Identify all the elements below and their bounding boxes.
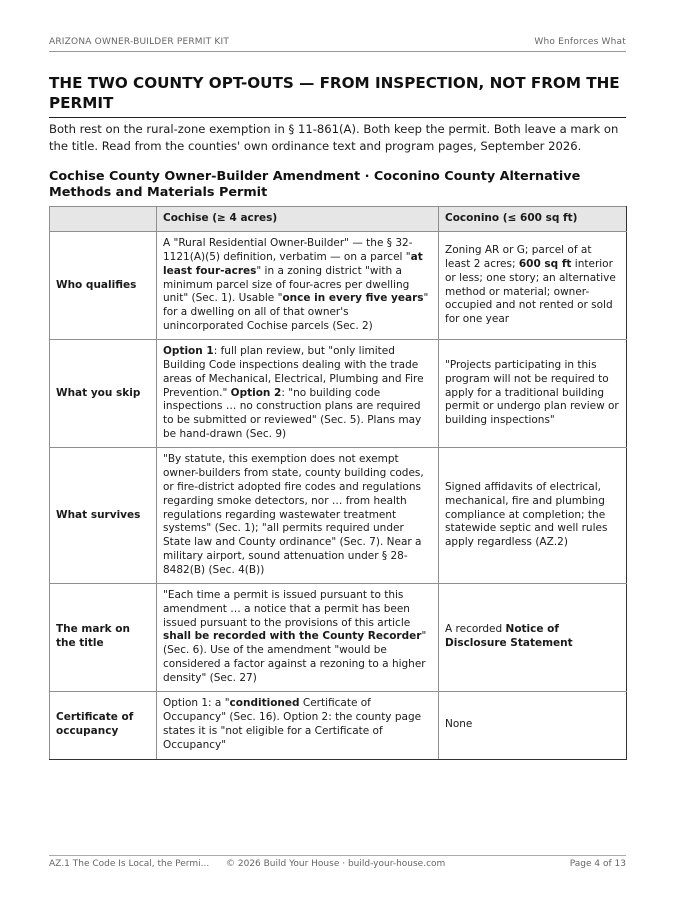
cell-text: : full plan review, but "only limited Building Code inspections dealing with the trade areas of Mechanical, Electrical, Plumbing and Fire Prevention." bbox=[163, 345, 424, 399]
table-row bbox=[50, 340, 627, 448]
bold-text: Option 1 bbox=[163, 345, 214, 358]
cell-text: " (Sec. 6). Use of the amendment "would be considered a factor against a rezoning to a higher density" (Sec. 27) bbox=[163, 630, 427, 684]
cell-text: A "Rural Residential Owner-Builder" — the § 32-1121(A)(5) definition, verbatim — on a parcel " bbox=[163, 237, 413, 263]
header-coconino: Coconino (≤ 600 sq ft) bbox=[439, 207, 627, 232]
footer-copyright: © 2026 Build Your House · build-your-house.com bbox=[226, 859, 446, 869]
running-header-section: Who Enforces What bbox=[534, 37, 626, 47]
cochise-cell bbox=[157, 584, 439, 692]
cell-text: Zoning AR or G; parcel of at least 2 acres; bbox=[445, 244, 592, 270]
row-label: Who qualifies bbox=[50, 232, 157, 340]
footer-divider bbox=[49, 855, 626, 856]
cell-text: "Each time a permit is issued pursuant to this amendment … a notice that a permit has been issued pursuant to the provisions of this article bbox=[163, 589, 411, 629]
cochise-cell bbox=[157, 448, 439, 584]
cell-text: A recorded bbox=[445, 623, 506, 636]
table-row bbox=[50, 691, 627, 759]
cell-text: "Projects participating in this program will not be required to apply for a traditional building permit or undergo plan review or building inspections" bbox=[445, 359, 619, 427]
coconino-cell bbox=[439, 340, 627, 448]
cell-text: : "no building code inspections … no construction plans are required to be submitted or reviewed" (Sec. 5). Plans may be hand-drawn (Sec. 9) bbox=[163, 386, 422, 440]
row-label: Certificate of occupancy bbox=[50, 691, 157, 759]
coconino-cell bbox=[439, 232, 627, 340]
cell-text: " in a zoning district "with a minimum parcel size of four-acres per dwelling unit" (Sec. 1). Usable " bbox=[163, 264, 410, 305]
bold-text: once in every five years bbox=[282, 292, 424, 305]
cell-text: Option 1: a " bbox=[163, 697, 230, 710]
coconino-cell bbox=[439, 448, 627, 584]
cell-text: None bbox=[445, 718, 473, 731]
cell-text: interior or less; one story; an alternative method or material; owner-occupied and not rented or sold for one year bbox=[445, 257, 616, 326]
header-divider bbox=[49, 51, 626, 52]
running-header-title: ARIZONA OWNER-BUILDER PERMIT KIT bbox=[49, 37, 230, 47]
table-row bbox=[50, 448, 627, 584]
header-blank-cell bbox=[50, 207, 157, 232]
cochise-cell bbox=[157, 340, 439, 448]
running-header bbox=[49, 37, 626, 47]
heading-divider bbox=[49, 117, 626, 118]
cell-text: "By statute, this exemption does not exempt owner-builders from state, county building codes, or fire-district adopted fire codes and regulations regarding smoke detectors, nor … from health regulations regarding wastewater treatment systems" (Sec. 1); "all permits required under State law and County ordinance" (Sec. 7). Near a military airport, sound attenuation under § 28-8482(B) (Sec. 4(B)) bbox=[163, 453, 424, 576]
intro-paragraph: Both rest on the rural-zone exemption in § 11-861(A). Both keep the permit. Both leave a mark on the title. Read from the counties' own ordinance text and program pages, September 2026. bbox=[49, 122, 619, 153]
coconino-cell bbox=[439, 584, 627, 692]
footer-page-number: Page 4 of 13 bbox=[569, 859, 626, 869]
bold-text: conditioned bbox=[229, 697, 300, 710]
row-label: The mark on the title bbox=[50, 584, 157, 692]
table-title: Cochise County Owner-Builder Amendment · Coconino County Alternative Methods and Materials Permit bbox=[49, 169, 581, 200]
cell-text: Signed affidavits of electrical, mechanical, fire and plumbing compliance at completion; the statewide septic and well rules apply regardless (AZ.2) bbox=[445, 481, 608, 549]
bold-text: Option 2 bbox=[230, 386, 282, 399]
header-cochise: Cochise (≥ 4 acres) bbox=[157, 207, 439, 232]
page-heading: THE TWO COUNTY OPT-OUTS — FROM INSPECTION, NOT FROM THE PERMIT bbox=[49, 74, 620, 112]
bold-text: shall be recorded with the County Recorder bbox=[163, 630, 422, 643]
cochise-cell bbox=[157, 691, 439, 759]
cell-text: " for a dwelling on all of that owner's unincorporated Cochise parcels (Sec. 2) bbox=[163, 292, 429, 332]
comparison-table bbox=[49, 206, 627, 760]
row-label: What survives bbox=[50, 448, 157, 584]
cochise-cell bbox=[157, 232, 439, 340]
bold-text: Notice of Disclosure Statement bbox=[445, 623, 573, 650]
cell-text: Certificate of Occupancy" (Sec. 16). Option 2: the county page states it is "not eligible for a Certificate of Occupancy" bbox=[163, 697, 422, 751]
table-row bbox=[50, 584, 627, 692]
bold-text: 600 sq ft bbox=[518, 257, 572, 270]
coconino-cell bbox=[439, 691, 627, 759]
row-label: What you skip bbox=[50, 340, 157, 448]
bold-text: at least four-acres bbox=[163, 251, 423, 277]
footer-document-title: AZ.1 The Code Is Local, the Permi... bbox=[49, 859, 210, 869]
table-row bbox=[50, 232, 627, 340]
table-header-row bbox=[50, 207, 627, 232]
